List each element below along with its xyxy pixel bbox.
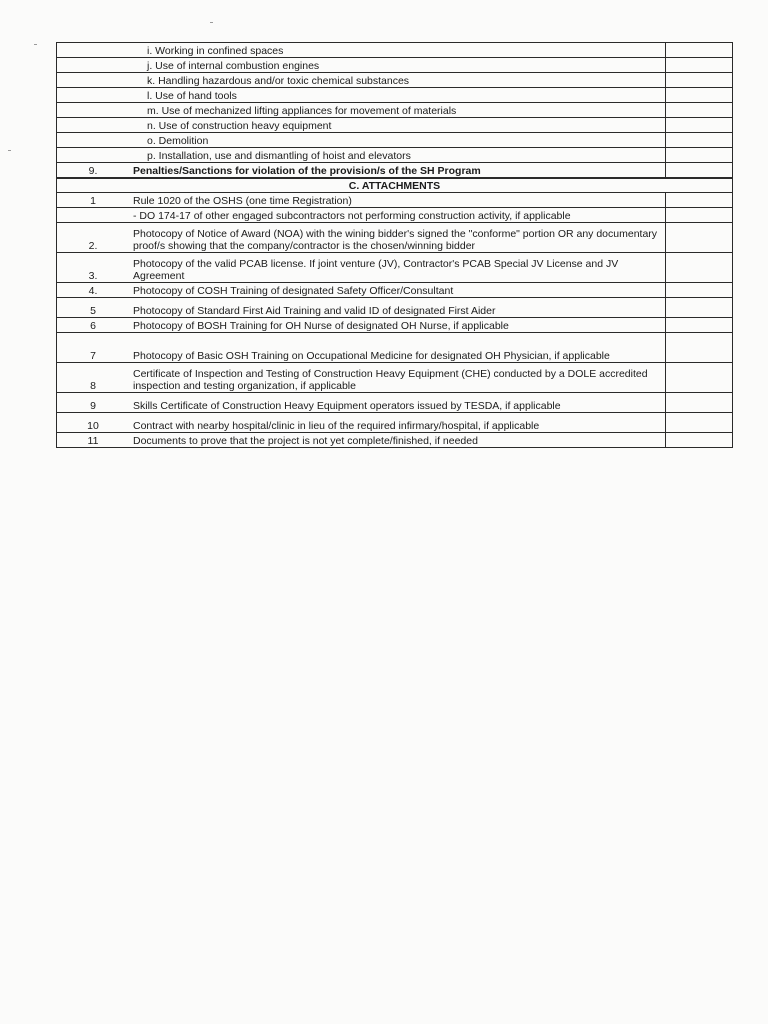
scan-speck: [34, 44, 37, 45]
table-row: [57, 207, 733, 222]
item-number: 3.: [57, 252, 130, 282]
table-row: [57, 88, 733, 103]
table-row: [57, 412, 733, 432]
item-description: Penalties/Sanctions for violation of the provision/s of the SH Program: [129, 163, 666, 178]
item-description: Photocopy of BOSH Training for OH Nurse of designated OH Nurse, if applicable: [129, 317, 666, 332]
item-number: 4.: [57, 282, 130, 297]
item-description: o. Demolition: [129, 133, 666, 148]
item-description: n. Use of construction heavy equipment: [129, 118, 666, 133]
item-number: [57, 73, 130, 88]
checkbox-cell[interactable]: [666, 252, 733, 282]
item-number: [57, 133, 130, 148]
table-row: [57, 163, 733, 178]
item-number: 8: [57, 362, 130, 392]
section-header-row: [57, 178, 733, 193]
item-number: 6: [57, 317, 130, 332]
table-row: [57, 297, 733, 317]
item-number: [57, 43, 130, 58]
table-row: [57, 73, 733, 88]
checklist-sheet: [56, 42, 712, 448]
table-row: [57, 392, 733, 412]
checkbox-cell[interactable]: [666, 317, 733, 332]
item-number: [57, 207, 130, 222]
item-description: - DO 174-17 of other engaged subcontractors not performing construction activity, if applicable: [129, 207, 666, 222]
table-row: [57, 432, 733, 447]
checkbox-cell[interactable]: [666, 43, 733, 58]
item-number: 1: [57, 192, 130, 207]
table-row: [57, 332, 733, 362]
table-row: [57, 222, 733, 252]
checkbox-cell[interactable]: [666, 118, 733, 133]
table-row: [57, 252, 733, 282]
table-row: [57, 192, 733, 207]
item-description: Photocopy of Notice of Award (NOA) with the wining bidder's signed the "conforme" portion OR any documentary proof/s showing that the company/contractor is the chosen/winning bidder: [129, 222, 666, 252]
item-number: 2.: [57, 222, 130, 252]
checkbox-cell[interactable]: [666, 58, 733, 73]
checkbox-cell[interactable]: [666, 392, 733, 412]
checklist-table: [56, 42, 733, 448]
item-description: k. Handling hazardous and/or toxic chemical substances: [129, 73, 666, 88]
item-number: [57, 148, 130, 163]
checkbox-cell[interactable]: [666, 362, 733, 392]
item-number: 7: [57, 332, 130, 362]
checkbox-cell[interactable]: [666, 192, 733, 207]
item-description: l. Use of hand tools: [129, 88, 666, 103]
table-row: [57, 317, 733, 332]
checkbox-cell[interactable]: [666, 148, 733, 163]
scan-speck: [8, 150, 11, 151]
item-description: p. Installation, use and dismantling of hoist and elevators: [129, 148, 666, 163]
checkbox-cell[interactable]: [666, 73, 733, 88]
table-row: [57, 133, 733, 148]
table-row: [57, 103, 733, 118]
item-description: Documents to prove that the project is not yet complete/finished, if needed: [129, 432, 666, 447]
checkbox-cell[interactable]: [666, 103, 733, 118]
checkbox-cell[interactable]: [666, 222, 733, 252]
item-number: [57, 118, 130, 133]
table-row: [57, 43, 733, 58]
checkbox-cell[interactable]: [666, 207, 733, 222]
checkbox-cell[interactable]: [666, 432, 733, 447]
item-description: Photocopy of Basic OSH Training on Occupational Medicine for designated OH Physician, if applicable: [129, 332, 666, 362]
item-description: Certificate of Inspection and Testing of Construction Heavy Equipment (CHE) conducted by a DOLE accredited inspection and testing organization, if applicable: [129, 362, 666, 392]
checkbox-cell[interactable]: [666, 88, 733, 103]
item-description: Photocopy of the valid PCAB license. If joint venture (JV), Contractor's PCAB Special JV License and JV Agreement: [129, 252, 666, 282]
item-description: Contract with nearby hospital/clinic in lieu of the required infirmary/hospital, if applicable: [129, 412, 666, 432]
item-description: m. Use of mechanized lifting appliances for movement of materials: [129, 103, 666, 118]
item-description: i. Working in confined spaces: [129, 43, 666, 58]
item-description: Skills Certificate of Construction Heavy Equipment operators issued by TESDA, if applicable: [129, 392, 666, 412]
item-number: 11: [57, 432, 130, 447]
item-description: j. Use of internal combustion engines: [129, 58, 666, 73]
checkbox-cell[interactable]: [666, 412, 733, 432]
table-row: [57, 362, 733, 392]
item-description: Photocopy of Standard First Aid Training and valid ID of designated First Aider: [129, 297, 666, 317]
item-number: [57, 103, 130, 118]
item-description: Rule 1020 of the OSHS (one time Registration): [129, 192, 666, 207]
checkbox-cell[interactable]: [666, 133, 733, 148]
item-number: 10: [57, 412, 130, 432]
item-number: 9.: [57, 163, 130, 178]
checkbox-cell[interactable]: [666, 163, 733, 178]
table-row: [57, 58, 733, 73]
table-row: [57, 148, 733, 163]
item-number: [57, 88, 130, 103]
item-number: [57, 58, 130, 73]
table-row: [57, 118, 733, 133]
checkbox-cell[interactable]: [666, 332, 733, 362]
table-row: [57, 282, 733, 297]
section-title: C. ATTACHMENTS: [57, 178, 733, 193]
checkbox-cell[interactable]: [666, 297, 733, 317]
checkbox-cell[interactable]: [666, 282, 733, 297]
item-number: 9: [57, 392, 130, 412]
item-description: Photocopy of COSH Training of designated Safety Officer/Consultant: [129, 282, 666, 297]
scan-speck: [210, 22, 213, 23]
item-number: 5: [57, 297, 130, 317]
